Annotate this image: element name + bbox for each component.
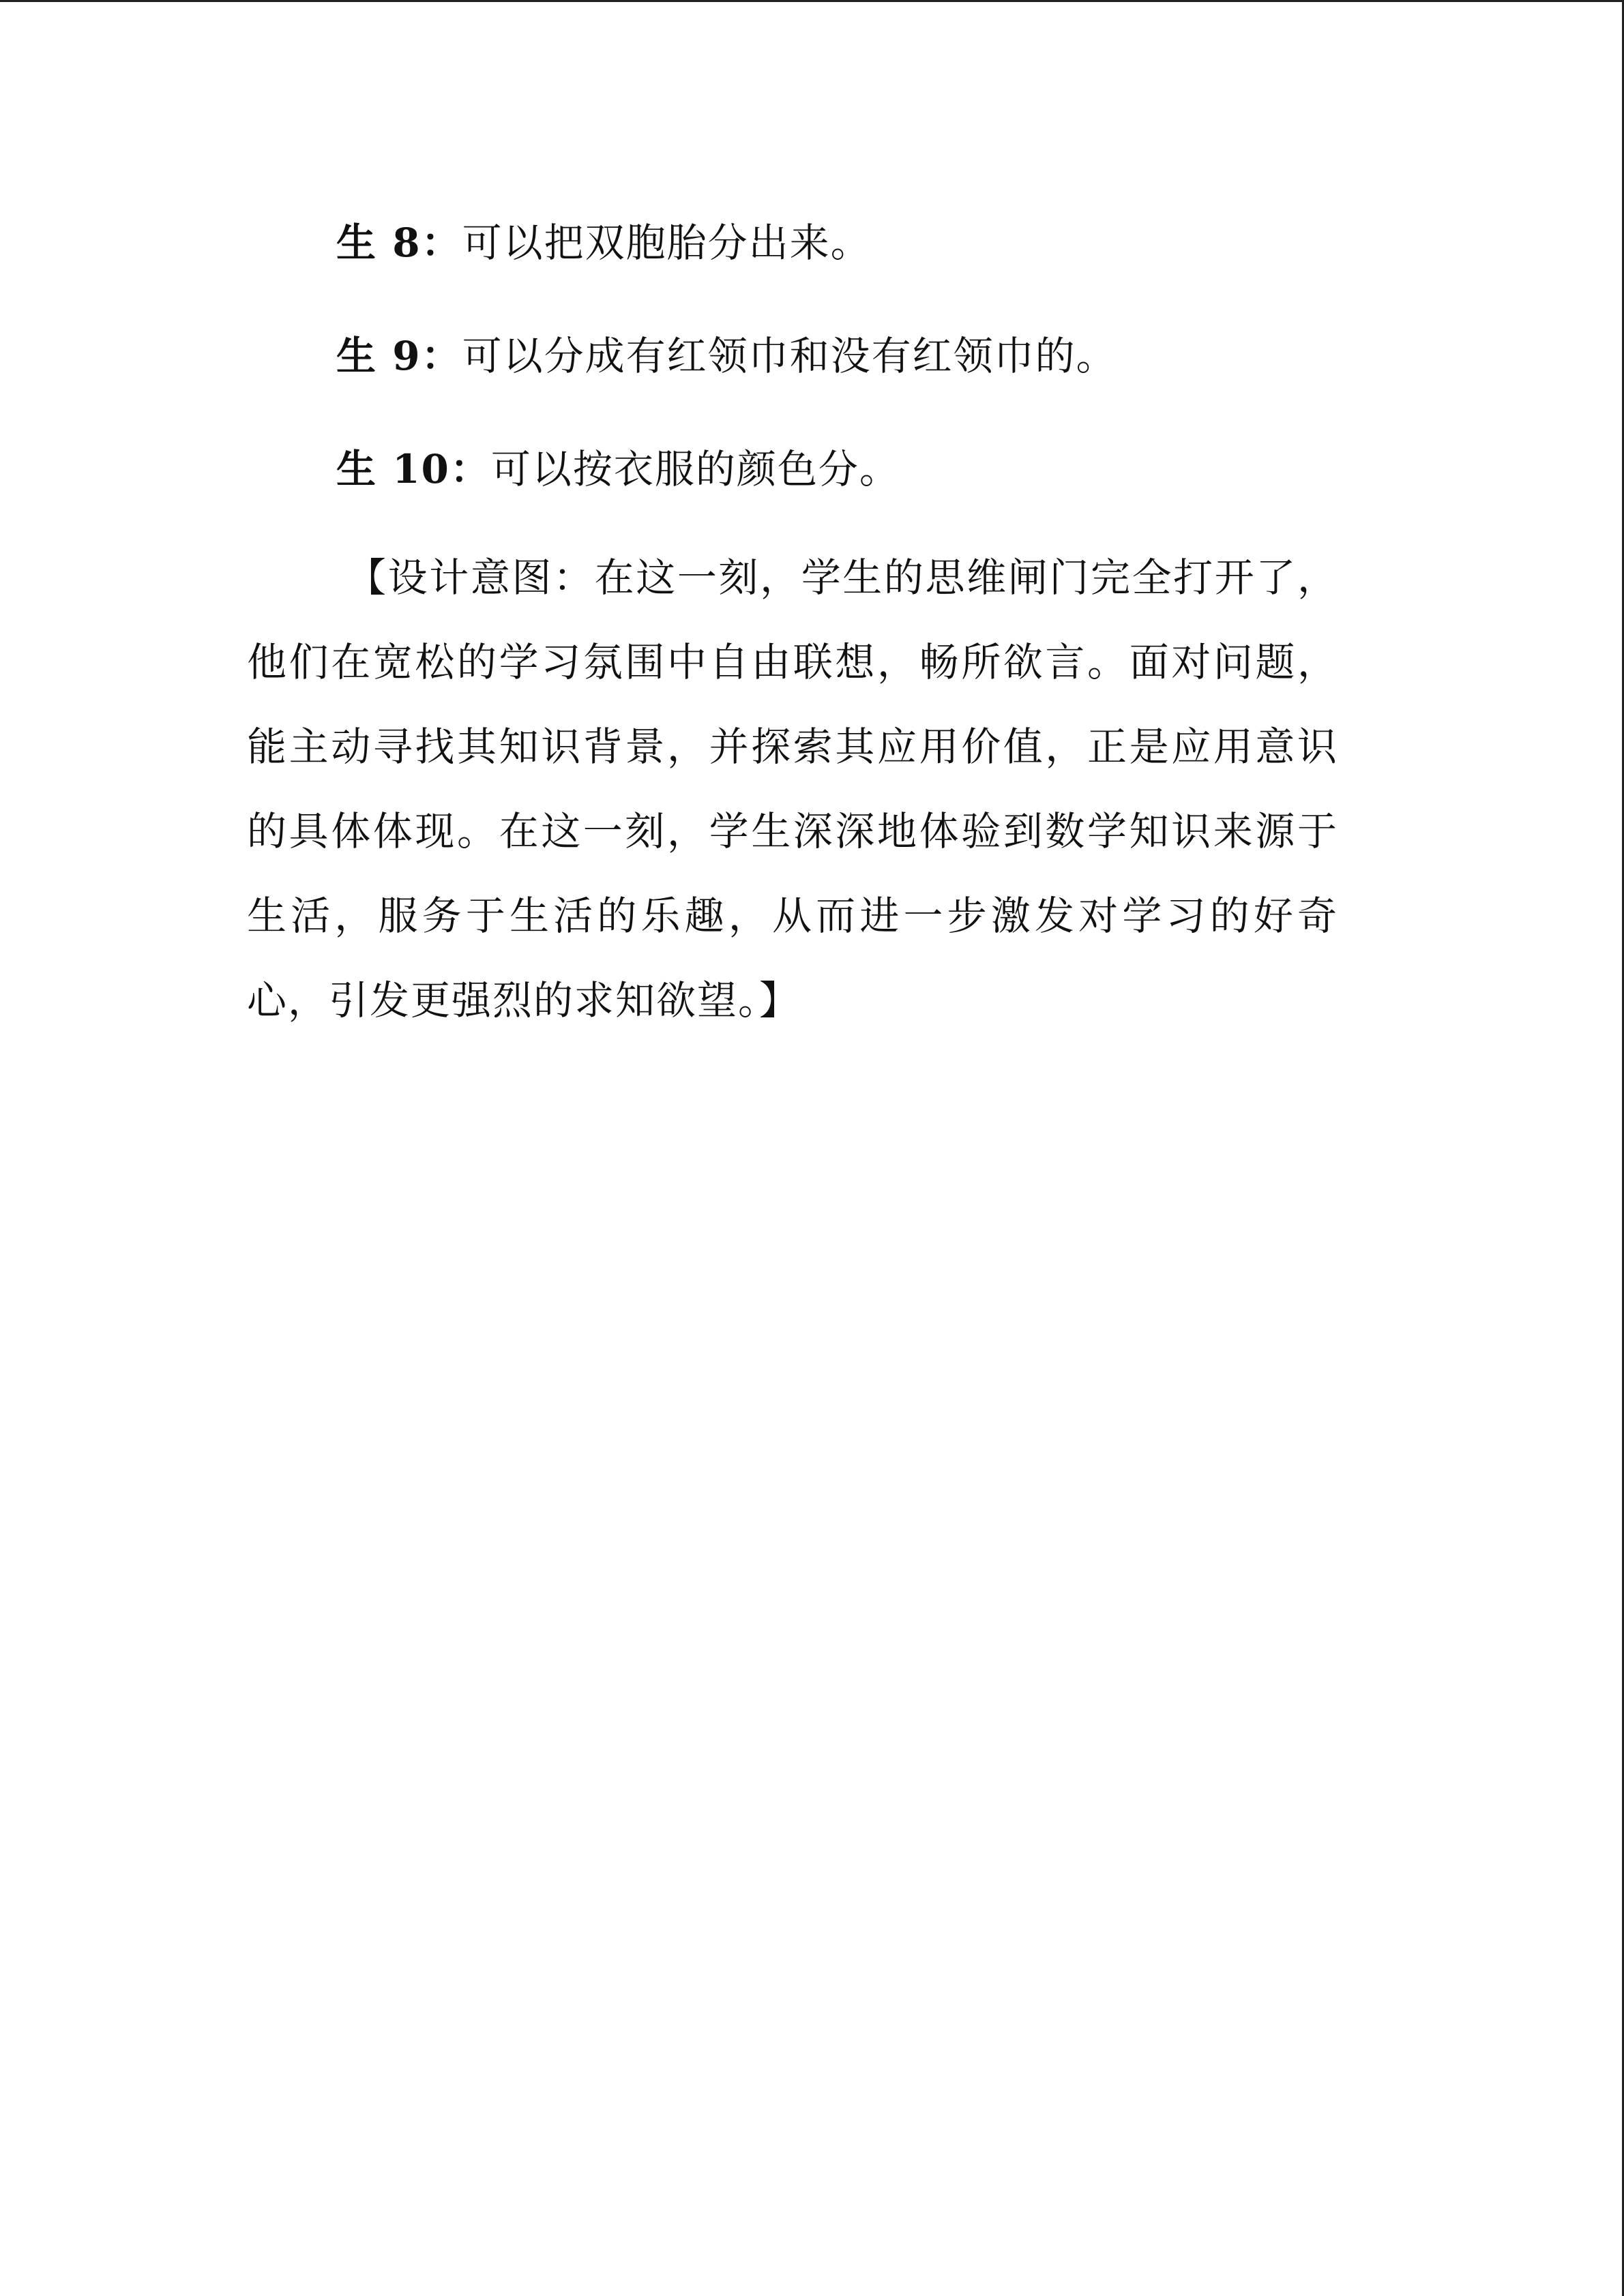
speaker-label: 生 9： bbox=[336, 333, 462, 379]
dialogue-text: 可以按衣服的颜色分。 bbox=[490, 446, 900, 492]
dialogue-text: 可以分成有红领巾和没有红领巾的。 bbox=[462, 333, 1117, 379]
speaker-label: 生 8： bbox=[336, 220, 462, 266]
dialogue-line-student-10 bbox=[336, 445, 900, 493]
dialogue-line-student-8 bbox=[336, 219, 872, 267]
design-intent-paragraph: 【设计意图：在这一刻，学生的思维闸门完全打开了，他们在宽松的学习氛围中自由联想，畅所欲言。面对问题，能主动寻找其知识背景，并探索其应用价值，正是应用意识的具体体现。在这一刻，学生深深地体验到数学知识来源于生活，服务于生活的乐趣，从而进一步激发对学习的好奇心，引发更强烈的求知欲望。】 bbox=[247, 554, 1338, 1024]
dialogue-line-student-9 bbox=[336, 332, 1117, 380]
speaker-label: 生 10： bbox=[336, 446, 491, 492]
dialogue-text: 可以把双胞胎分出来。 bbox=[462, 220, 872, 266]
